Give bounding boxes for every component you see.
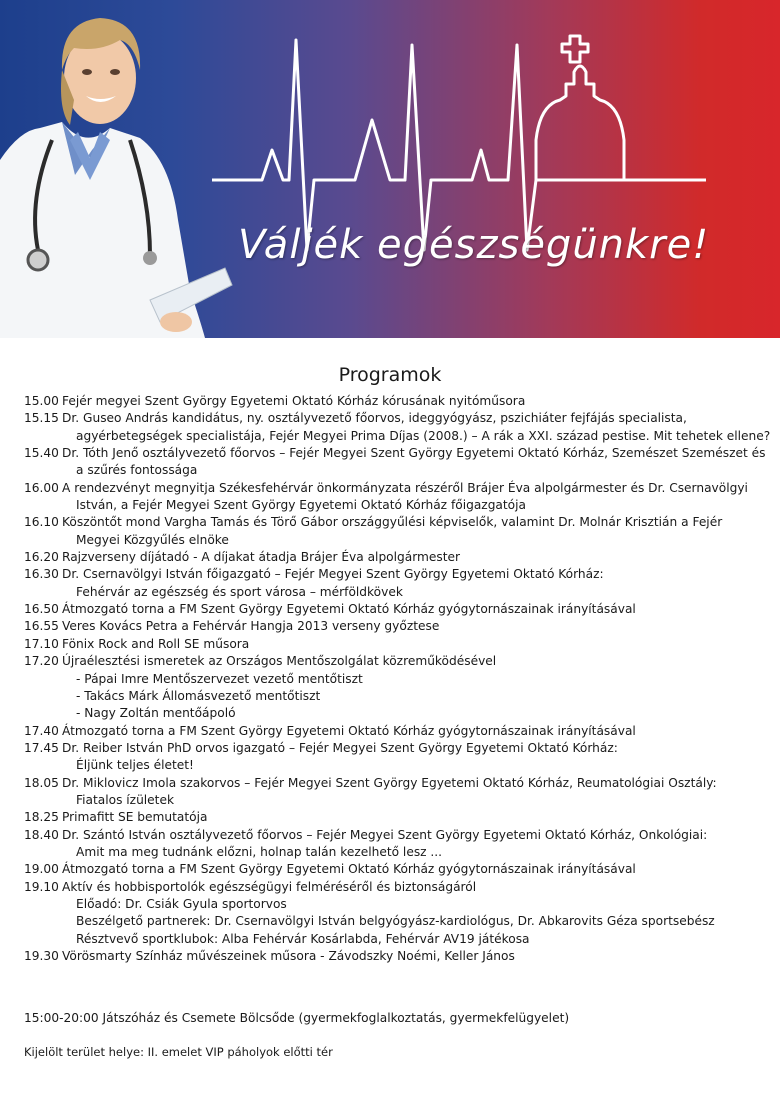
program-item — [24, 566, 764, 601]
program-item — [24, 948, 764, 965]
program-description: Fönix Rock and Roll SE műsora — [62, 636, 250, 651]
program-description-continued: Résztvevő sportklubok: Alba Fehérvár Kosárlabda, Fehérvár AV19 játékosa — [76, 931, 530, 946]
program-time: 19.10 — [24, 879, 59, 894]
program-text — [62, 948, 764, 965]
program-description-continued: István, a Fejér Megyei Szent György Egyetemi Oktató Kórház főigazgatója — [76, 498, 526, 513]
program-text — [62, 636, 764, 653]
program-description-continued: - Takács Márk Állomásvezető mentőtiszt — [76, 688, 321, 703]
program-description: Köszöntőt mond Vargha Tamás és Törő Gábor országgyűlési képviselők, valamint Dr. Molnár Krisztián a Fejér — [62, 515, 723, 530]
program-item — [24, 653, 764, 722]
program-description-continued: - Pápai Imre Mentőszervezet vezető mentőtiszt — [76, 671, 363, 686]
location-note: Kijelölt terület helye: II. emelet VIP páholyok előtti tér — [24, 1045, 333, 1059]
program-description-continued: Fehérvár az egészség és sport városa – mérföldkövek — [76, 584, 403, 599]
program-text — [62, 393, 764, 410]
program-time: 19.00 — [24, 862, 59, 877]
program-description: A rendezvényt megnyitja Székesfehérvár önkormányzata részéről Brájer Éva alpolgármester és Dr. Csernavölgyi — [62, 480, 748, 495]
program-item — [24, 549, 764, 566]
program-item — [24, 809, 764, 826]
heartbeat-line — [212, 40, 706, 250]
program-text — [62, 827, 764, 862]
program-text — [62, 445, 765, 480]
program-description-continued: Megyei Közgyűlés elnöke — [76, 532, 229, 547]
program-time: 16.50 — [24, 602, 59, 617]
program-item — [24, 480, 764, 515]
program-description: Primafitt SE bemutatója — [62, 810, 208, 825]
banner-graphics — [0, 0, 780, 338]
slogan: Váljék egészségünkre! — [238, 222, 710, 268]
program-time: 18.25 — [24, 810, 59, 825]
program-item — [24, 601, 764, 618]
program-text — [62, 514, 764, 549]
program-text — [62, 723, 764, 740]
program-time: 17.10 — [24, 636, 59, 651]
program-item — [24, 740, 764, 775]
program-text — [62, 549, 764, 566]
program-description-continued: Előadó: Dr. Csiák Gyula sportorvos — [76, 896, 287, 911]
program-text — [62, 618, 764, 635]
program-description: Rajzverseny díjátadó - A díjakat átadja Brájer Éva alpolgármester — [62, 550, 461, 565]
program-description-continued: Fiatalos ízületek — [76, 792, 175, 807]
program-description-continued: Beszélgető partnerek: Dr. Csernavölgyi István belgyógyász-kardiológus, Dr. Abkarovits Géza sportsebész — [76, 914, 715, 929]
program-description: Dr. Szántó István osztályvezető főorvos – Fejér Megyei Szent György Egyetemi Oktató Kórház, Onkológiai: — [62, 827, 708, 842]
program-text — [62, 480, 764, 515]
program-text — [62, 601, 764, 618]
program-time: 15.00 — [24, 394, 59, 408]
program-time: 17.40 — [24, 723, 59, 738]
program-description-continued: Éljünk teljes életet! — [76, 758, 194, 773]
program-description: Vörösmarty Színház művészeinek műsora - Závodszky Noémi, Keller János — [62, 949, 515, 963]
program-time: 16.55 — [24, 619, 59, 634]
church-dome-icon — [536, 36, 624, 180]
program-list — [24, 393, 771, 965]
program-description: Dr. Reiber István PhD orvos igazgató – Fejér Megyei Szent György Egyetemi Oktató Kórház: — [62, 740, 618, 755]
program-text — [62, 809, 764, 826]
program-text — [62, 775, 764, 810]
program-description: Átmozgató torna a FM Szent György Egyetemi Oktató Kórház gyógytornászainak irányításával — [62, 723, 636, 738]
program-item — [24, 775, 764, 810]
program-description: Átmozgató torna a FM Szent György Egyetemi Oktató Kórház gyógytornászainak irányításával — [62, 862, 636, 877]
program-description: Fejér megyei Szent György Egyetemi Oktató Kórház kórusának nyitóműsora — [62, 394, 526, 408]
program-item — [24, 410, 771, 445]
program-time: 15.40 — [24, 446, 59, 461]
program-time: 16.30 — [24, 567, 59, 582]
program-time: 17.20 — [24, 654, 59, 669]
program-text — [62, 740, 764, 775]
program-item — [24, 636, 764, 653]
program-text — [62, 566, 764, 601]
program-item — [24, 723, 764, 740]
header-banner — [0, 0, 780, 338]
program-item — [24, 827, 764, 862]
program-description: Átmozgató torna a FM Szent György Egyetemi Oktató Kórház gyógytornászainak irányításával — [62, 602, 636, 617]
program-time: 16.10 — [24, 515, 59, 530]
program-time: 17.45 — [24, 740, 59, 755]
program-time: 16.00 — [24, 480, 59, 495]
program-description: Dr. Guseo András kandidátus, ny. osztályvezető főorvos, ideggyógyász, pszichiáter fejfájás specialista, — [62, 411, 687, 426]
program-description-continued: Amit ma meg tudnánk előzni, holnap talán kezelhető lesz ... — [76, 844, 443, 859]
doctor-photo — [0, 18, 232, 338]
program-description: Dr. Csernavölgyi István főigazgató – Fejér Megyei Szent György Egyetemi Oktató Kórház: — [62, 567, 604, 582]
program-time: 19.30 — [24, 949, 59, 963]
program-time: 16.20 — [24, 550, 59, 565]
kids-corner-note: 15:00-20:00 Játszóház és Csemete Bölcsőde (gyermekfoglalkoztatás, gyermekfelügyelet) — [24, 1011, 570, 1025]
program-item — [24, 861, 764, 878]
program-title: Programok — [338, 364, 442, 386]
program-description-continued: - Nagy Zoltán mentőápoló — [76, 706, 236, 721]
program-item — [24, 618, 764, 635]
program-time: 15.15 — [24, 411, 59, 426]
program-description: Veres Kovács Petra a Fehérvár Hangja 2013 verseny győztese — [62, 619, 440, 634]
program-time: 18.05 — [24, 775, 59, 790]
program-description: Aktív és hobbisportolók egészségügyi felméréséről és biztonságáról — [62, 879, 477, 894]
program-text — [62, 861, 764, 878]
program-text — [62, 653, 764, 722]
program-item — [24, 445, 764, 480]
program-description: Újraélesztési ismeretek az Országos Mentőszolgálat közreműködésével — [62, 654, 497, 669]
program-item — [24, 393, 764, 410]
program-description: Dr. Miklovicz Imola szakorvos – Fejér Megyei Szent György Egyetemi Oktató Kórház, Reumatológiai Osztály: — [62, 775, 717, 790]
program-time: 18.40 — [24, 827, 59, 842]
program-description-continued: agyérbetegségek specialistája, Fejér Megyei Prima Díjas (2008.) – A rák a XXI. század pestise. Mit tehetek ellene? — [76, 428, 771, 443]
program-text — [62, 879, 764, 948]
program-item — [24, 514, 764, 549]
program-text — [62, 410, 770, 445]
program-description-continued: a szűrés fontossága — [76, 463, 198, 478]
program-description: Dr. Tóth Jenő osztályvezető főorvos – Fejér Megyei Szent György Egyetemi Oktató Kórház, Szemészet Szemészet és — [62, 446, 766, 461]
program-item — [24, 879, 764, 948]
